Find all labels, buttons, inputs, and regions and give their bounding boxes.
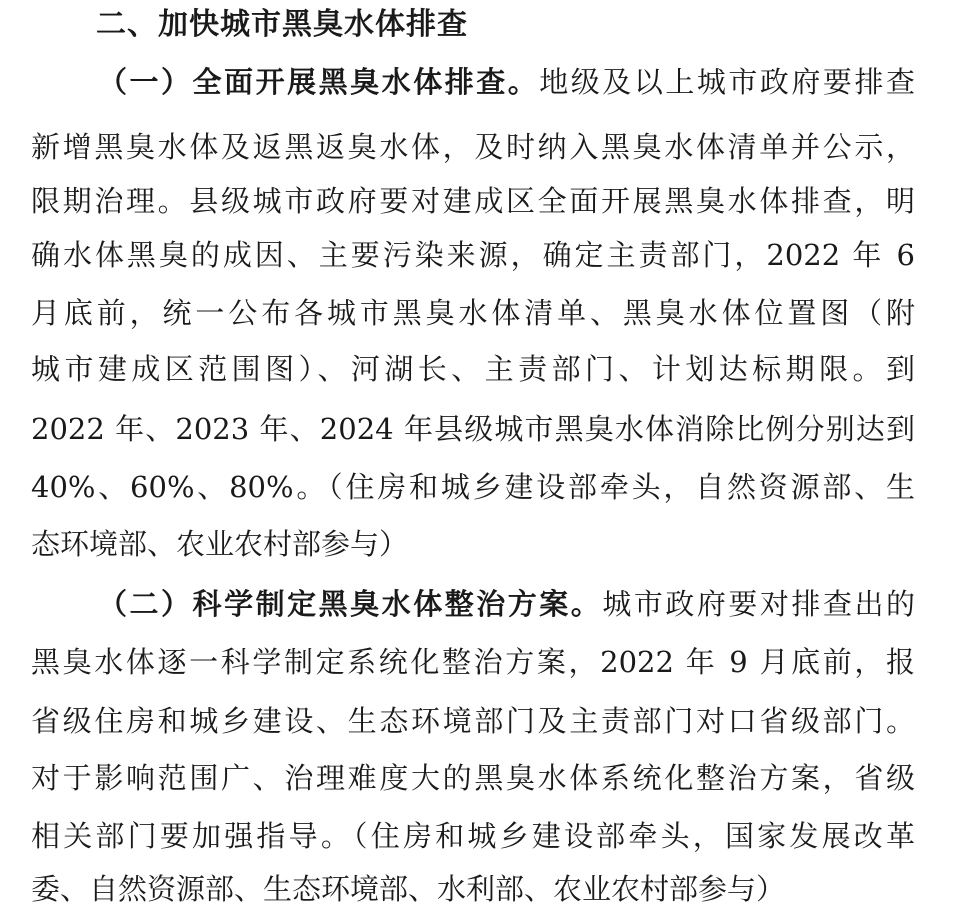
paragraph-1-line-3: 限期治理。县级城市政府要对建成区全面开展黑臭水体排查，明: [31, 184, 915, 218]
paragraph-1-line-1: [98, 58, 915, 106]
subsection-2-title: （二）科学制定黑臭水体整治方案。: [98, 587, 603, 621]
paragraph-1-line-5: 月底前，统一公布各城市黑臭水体清单、黑臭水体位置图（附: [31, 296, 915, 330]
paragraph-1-line-4: 确水体黑臭的成因、主要污染来源，确定主责部门，2022 年 6: [31, 238, 915, 272]
section-heading: 二、加快城市黑臭水体排查: [96, 7, 468, 42]
paragraph-2-line-1: [98, 580, 915, 628]
paragraph-2-text: 城市政府要对排查出的: [602, 587, 915, 621]
subsection-1-title: （一）全面开展黑臭水体排查。: [98, 65, 540, 99]
paragraph-2-line-6: 委、自然资源部、生态环境部、水利部、农业农村部参与）: [31, 872, 786, 906]
paragraph-1-text: 地级及以上城市政府要排查: [539, 65, 915, 99]
paragraph-1-line-8: 40%、60%、80%。（住房和城乡建设部牵头，自然资源部、生: [31, 470, 915, 504]
paragraph-2-line-3: 省级住房和城乡建设、生态环境部门及主责部门对口省级部门。: [31, 704, 915, 738]
paragraph-2-line-4: 对于影响范围广、治理难度大的黑臭水体系统化整治方案，省级: [31, 761, 915, 795]
paragraph-1-line-9: 态环境部、农业农村部参与）: [31, 527, 409, 561]
paragraph-2-line-2: 黑臭水体逐一科学制定系统化整治方案，2022 年 9 月底前，报: [31, 645, 915, 679]
paragraph-1-line-7: 2022 年、2023 年、2024 年县级城市黑臭水体消除比例分别达到: [31, 412, 915, 446]
paragraph-2-line-5: 相关部门要加强指导。（住房和城乡建设部牵头，国家发展改革: [31, 819, 915, 853]
paragraph-1-line-6: 城市建成区范围图）、河湖长、主责部门、计划达标期限。到: [31, 352, 915, 386]
paragraph-1-line-2: 新增黑臭水体及返黑返臭水体，及时纳入黑臭水体清单并公示，: [31, 130, 915, 164]
